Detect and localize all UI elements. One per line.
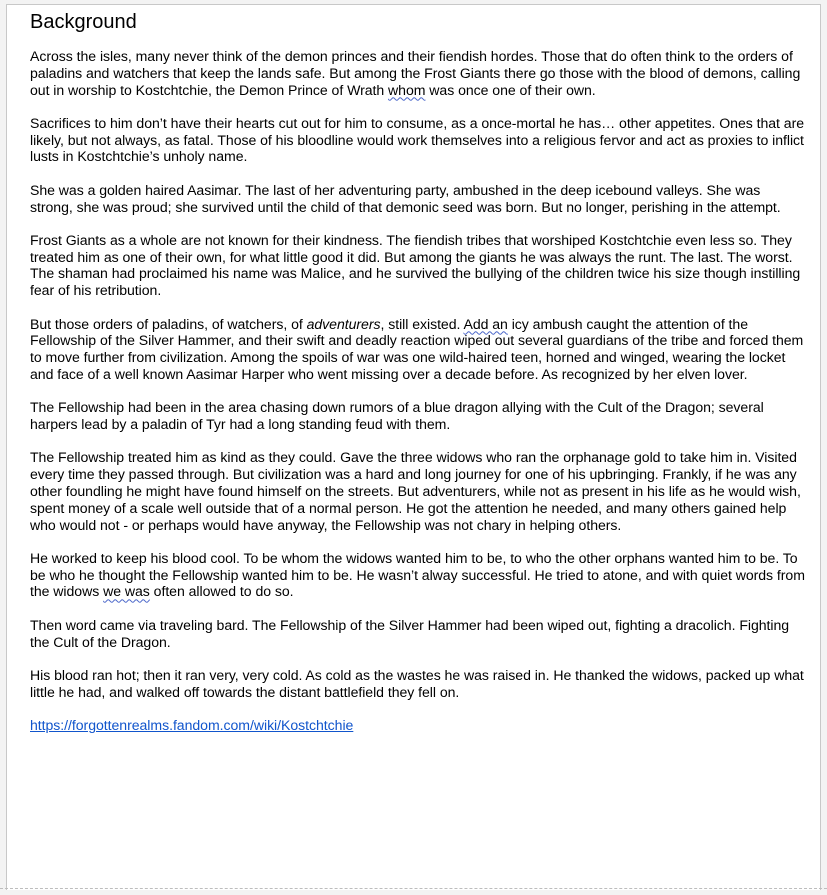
paragraph-5: [30, 316, 805, 383]
paragraph-8-text-a: He worked to keep his blood cool. To be whom the widows wanted him to be, to who the other orphans wanted him to be. To be who he thought the Fellowship wanted him to be. He wasn’t alway successful. He tried to atone, and with quiet words from the widows: [30, 549, 805, 600]
paragraph-1: [30, 48, 805, 98]
paragraph-10: His blood ran hot; then it ran very, very cold. As cold as the wastes he was raised in. He thanked the widows, packed up what little he had, and walked off towards the distant battlefield they fell on.: [30, 666, 804, 700]
paragraph-1-text-a: Across the isles, many never think of the demon princes and their fiendish hordes. Those that do often think to the orders of paladins and watchers that keep the lands safe. But among the Frost Giants there go those with the blood of demons, calling out in worship to Kostchtchie, the Demon Prince of Wrath: [30, 48, 801, 98]
section-heading: Background: [30, 11, 137, 33]
document-body: [30, 9, 805, 750]
paragraph-5-text-a: But those orders of paladins, of watchers, of: [30, 315, 307, 332]
paragraph-3: She was a golden haired Aasimar. The last of her adventuring party, ambushed in the deep icebound valleys. She was strong, she was proud; she survived until the child of that demonic seed was born. But no longer, perishing in the attempt.: [30, 181, 781, 215]
paragraph-8-text-c: often allowed to do so.: [149, 583, 294, 600]
link-paragraph: [30, 717, 805, 734]
spellcheck-flag-whom[interactable]: whom: [388, 81, 426, 98]
paragraph-5-text-c: , still existed.: [380, 315, 464, 332]
paragraph-1-text-c: was once one of their own.: [425, 81, 596, 98]
spellcheck-flag-we-was[interactable]: we was: [103, 583, 150, 600]
paragraph-2: Sacrifices to him don’t have their hearts cut out for him to consume, as a once-mortal he has… other appetites. Ones that are likely, but not always, as fatal. Those of his bloodline would work themselves into a religious fervor and act as proxies to inflict lusts in Kostchtchie’s unholy name.: [30, 114, 805, 165]
paragraph-6: The Fellowship had been in the area chasing down rumors of a blue dragon allying with the Cult of the Dragon; several harpers lead by a paladin of Tyr had a long standing feud with them.: [30, 399, 764, 433]
italic-adventurers: adventurers: [306, 315, 381, 332]
kostchtchie-wiki-link[interactable]: https://forgottenrealms.fandom.com/wiki/Kostchtchie: [30, 716, 354, 733]
paragraph-4: Frost Giants as a whole are not known for their kindness. The fiendish tribes that worshiped Kostchtchie even less so. They treated him as one of their own, for what little good it did. But among the giants he was always the runt. The last. The worst. The shaman had proclaimed his name was Malice, and he survived the bullying of the children twice his size though instilling fear of his retribution.: [30, 231, 801, 299]
page-break-line: [0, 888, 827, 889]
paragraph-8: [30, 550, 805, 600]
paragraph-7: The Fellowship treated him as kind as they could. Gave the three widows who ran the orphanage gold to take him in. Visited every time they passed through. But civilization was a hard and long journey for one of his upbringing. Frankly, if he was any other foundling he might have found himself on the streets. But adventurers, while not as present in his life as he would wish, spent money of a scale well outside that of a normal person. He got the attention he needed, and many others gained help who would not - or perhaps would have anyway, the Fellowship was not chary in helping others.: [30, 449, 801, 533]
document-page: [6, 4, 821, 890]
paragraph-9: Then word came via traveling bard. The Fellowship of the Silver Hammer had been wiped out, fighting a dracolich. Fighting the Cult of the Dragon.: [30, 616, 790, 650]
spellcheck-flag-add-an[interactable]: Add an: [463, 315, 508, 332]
paragraph-5-text-e: icy ambush caught the attention of the Fellowship of the Silver Hammer, and their swift and deadly reaction wiped out several guardians of the tribe and forced them to move further from civilization. Among the spoils of war was one wild-haired teen, horned and winged, wearing the locket and face of a well known Aasimar Harper who went missing over a decade before. As recognized by her elven lover.: [30, 315, 804, 382]
